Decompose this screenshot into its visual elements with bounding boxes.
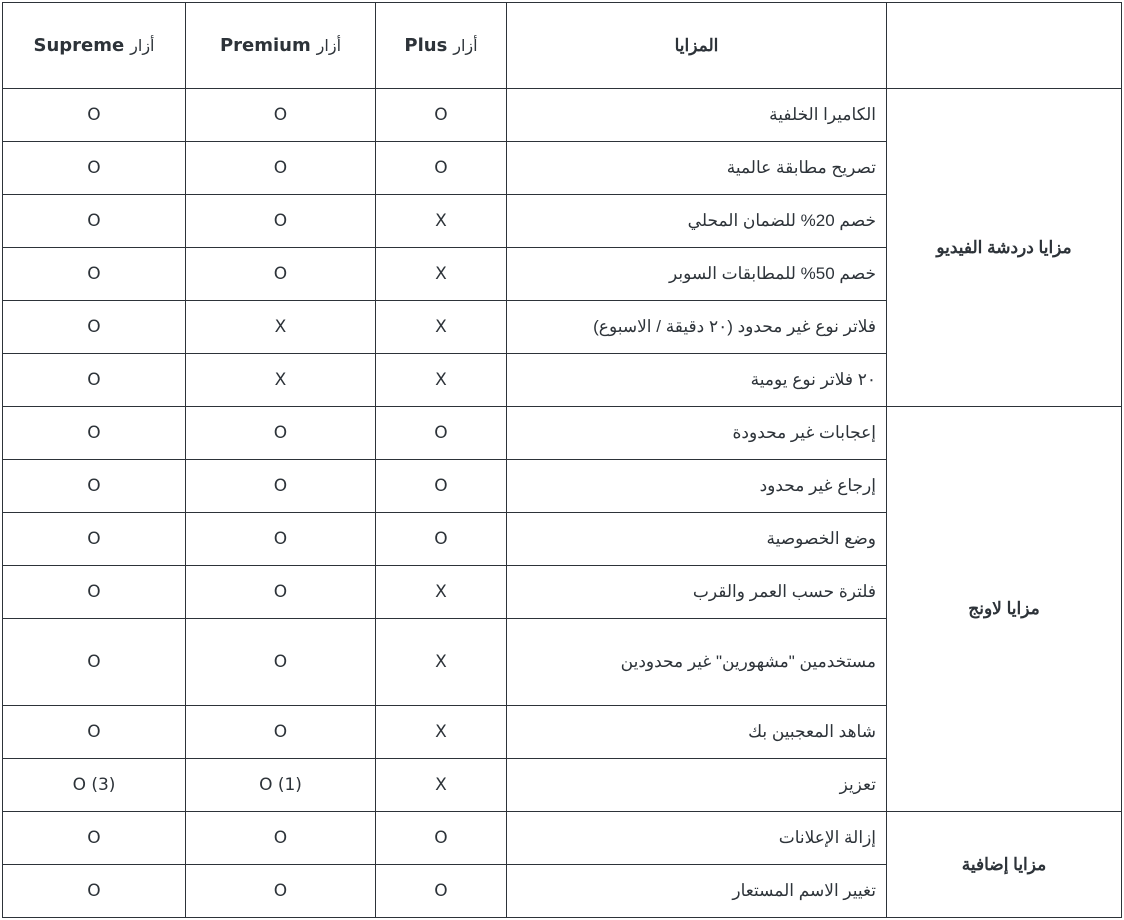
premium-value: O — [186, 195, 376, 248]
header-premium — [186, 3, 376, 89]
feature-name: خصم 50% للمطابقات السوبر — [507, 248, 887, 301]
plus-value: O — [376, 513, 507, 566]
plus-value: O — [376, 142, 507, 195]
plus-value: O — [376, 89, 507, 142]
premium-value: O — [186, 812, 376, 865]
premium-value: O — [186, 865, 376, 918]
header-group — [887, 3, 1122, 89]
supreme-value: O — [3, 706, 186, 759]
plan-comparison-table — [2, 2, 1122, 918]
supreme-value: O (3) — [3, 759, 186, 812]
supreme-value: O — [3, 248, 186, 301]
plus-value: X — [376, 706, 507, 759]
premium-value: O (1) — [186, 759, 376, 812]
group-label-extra: مزايا إضافية — [887, 812, 1122, 918]
premium-value: O — [186, 566, 376, 619]
premium-value: O — [186, 248, 376, 301]
supreme-value: O — [3, 301, 186, 354]
header-supreme — [3, 3, 186, 89]
feature-name: شاهد المعجبين بك — [507, 706, 887, 759]
plus-value: X — [376, 354, 507, 407]
group-label-lounge: مزايا لاونج — [887, 407, 1122, 812]
plan-prefix-plus: أزار — [453, 35, 478, 55]
premium-value: O — [186, 89, 376, 142]
feature-name: خصم 20% للضمان المحلي — [507, 195, 887, 248]
supreme-value: O — [3, 142, 186, 195]
premium-value: O — [186, 706, 376, 759]
table-row — [3, 812, 1122, 865]
supreme-value: O — [3, 460, 186, 513]
plus-value: X — [376, 759, 507, 812]
header-plus — [376, 3, 507, 89]
premium-value: X — [186, 354, 376, 407]
plus-value: O — [376, 812, 507, 865]
plus-value: X — [376, 566, 507, 619]
plan-name-premium: Premium — [219, 34, 311, 56]
premium-value: X — [186, 301, 376, 354]
feature-name: تعزيز — [507, 759, 887, 812]
supreme-value: O — [3, 812, 186, 865]
plus-value: X — [376, 301, 507, 354]
feature-name: وضع الخصوصية — [507, 513, 887, 566]
supreme-value: O — [3, 195, 186, 248]
feature-name: فلترة حسب العمر والقرب — [507, 566, 887, 619]
feature-name: إعجابات غير محدودة — [507, 407, 887, 460]
supreme-value: O — [3, 513, 186, 566]
feature-name: تصريح مطابقة عالمية — [507, 142, 887, 195]
table-row — [3, 89, 1122, 142]
supreme-value: O — [3, 89, 186, 142]
feature-name: فلاتر نوع غير محدود (٢٠ دقيقة / الاسبوع) — [507, 301, 887, 354]
premium-value: O — [186, 619, 376, 706]
supreme-value: O — [3, 619, 186, 706]
premium-value: O — [186, 142, 376, 195]
premium-value: O — [186, 460, 376, 513]
supreme-value: O — [3, 407, 186, 460]
plan-name-supreme: Supreme — [33, 34, 125, 56]
feature-name: ٢٠ فلاتر نوع يومية — [507, 354, 887, 407]
plus-value: X — [376, 248, 507, 301]
plus-value: O — [376, 865, 507, 918]
table-row — [3, 407, 1122, 460]
supreme-value: O — [3, 566, 186, 619]
feature-name: إرجاع غير محدود — [507, 460, 887, 513]
plan-prefix-supreme: أزار — [130, 35, 155, 55]
feature-name: إزالة الإعلانات — [507, 812, 887, 865]
plus-value: X — [376, 195, 507, 248]
supreme-value: O — [3, 354, 186, 407]
plus-value: O — [376, 407, 507, 460]
plan-name-plus: Plus — [404, 34, 448, 56]
premium-value: O — [186, 407, 376, 460]
header-row — [3, 3, 1122, 89]
header-features: المزايا — [507, 3, 887, 89]
plus-value: O — [376, 460, 507, 513]
feature-name: مستخدمين "مشهورين" غير محدودين — [507, 619, 887, 706]
feature-name: تغيير الاسم المستعار — [507, 865, 887, 918]
plus-value: X — [376, 619, 507, 706]
plan-prefix-premium: أزار — [316, 35, 342, 55]
premium-value: O — [186, 513, 376, 566]
group-label-video-chat: مزايا دردشة الفيديو — [887, 89, 1122, 407]
feature-name: الكاميرا الخلفية — [507, 89, 887, 142]
supreme-value: O — [3, 865, 186, 918]
